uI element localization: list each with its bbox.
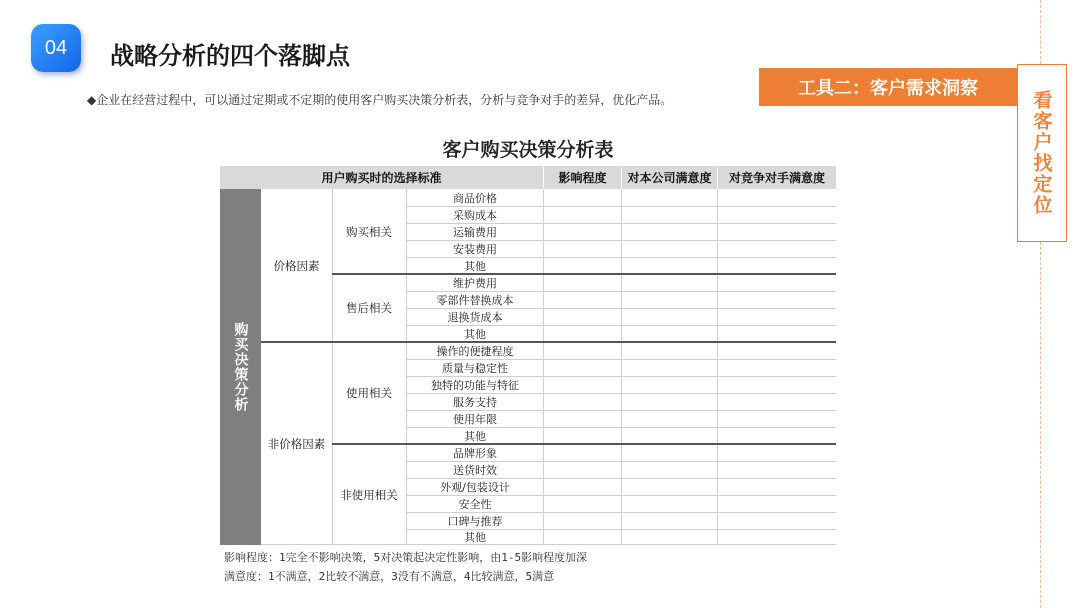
decision-analysis-table (220, 166, 836, 545)
criteria-item: 外观/包装设计 (440, 480, 510, 494)
criteria-item: 商品价格 (453, 191, 497, 205)
criteria-item: 使用年限 (453, 412, 497, 426)
criteria-item: 其他 (464, 429, 486, 443)
table-title: 客户购买决策分析表 (442, 139, 614, 161)
header-criteria: 用户购买时的选择标准 (220, 166, 543, 189)
criteria-item: 品牌形象 (453, 446, 497, 460)
criteria-item: 维护费用 (453, 276, 497, 290)
side-category-label: 购买决策分析 (220, 189, 261, 545)
criteria-item: 采购成本 (453, 208, 497, 222)
criteria-item: 退换货成本 (447, 310, 503, 324)
subgroup-label-purchase: 购买相关 (346, 224, 392, 239)
criteria-item: 独特的功能与特征 (431, 378, 519, 392)
criteria-item: 服务支持 (453, 395, 497, 409)
decorative-dashed-line (1040, 0, 1041, 64)
group-label-price: 价格因素 (273, 258, 320, 273)
header-impact: 影响程度 (543, 166, 621, 189)
criteria-item: 安装费用 (453, 242, 497, 256)
grid-line (717, 189, 718, 545)
section-number-badge: 04 (31, 24, 81, 72)
criteria-item: 其他 (464, 530, 486, 544)
criteria-item: 运输费用 (453, 225, 497, 239)
side-label-text: 看客户找定位 (1030, 90, 1053, 216)
criteria-item: 操作的便捷程度 (436, 344, 514, 358)
footnote-impact: 影响程度：1完全不影响决策，5对决策起决定性影响，由1-5影响程度加深 (224, 551, 588, 564)
grid-line (621, 189, 622, 545)
tool-banner: 工具二：客户需求洞察 (759, 68, 1017, 106)
header-competitor-satisfaction: 对竞争对手满意度 (717, 166, 836, 189)
criteria-item: 其他 (464, 259, 486, 273)
footnote-satisfaction: 满意度：1不满意，2比较不满意，3没有不满意，4比较满意，5满意 (224, 570, 555, 583)
criteria-item: 质量与稳定性 (442, 361, 508, 375)
criteria-item: 口碑与推荐 (447, 514, 503, 528)
criteria-item: 其他 (464, 327, 486, 341)
criteria-item: 送货时效 (453, 463, 497, 477)
group-divider (261, 341, 836, 343)
subgroup-label-usage: 使用相关 (346, 386, 392, 400)
criteria-item: 零部件替换成本 (436, 293, 514, 307)
grid-line (261, 544, 836, 545)
decorative-dashed-line (1040, 242, 1041, 608)
side-label-box (1017, 64, 1067, 242)
criteria-item: 安全性 (458, 497, 492, 511)
intro-text: ◆企业在经营过程中，可以通过定期或不定期的使用客户购买决策分析表，分析与竞争对手的差异，优化产品。 (87, 93, 673, 107)
page-title: 战略分析的四个落脚点 (110, 42, 350, 70)
header-own-satisfaction: 对本公司满意度 (621, 166, 717, 189)
group-label-non-price: 非价格因素 (267, 436, 326, 451)
subgroup-label-non-usage: 非使用相关 (340, 487, 398, 502)
grid-line (543, 189, 544, 545)
subgroup-label-after-sales: 售后相关 (346, 301, 392, 315)
